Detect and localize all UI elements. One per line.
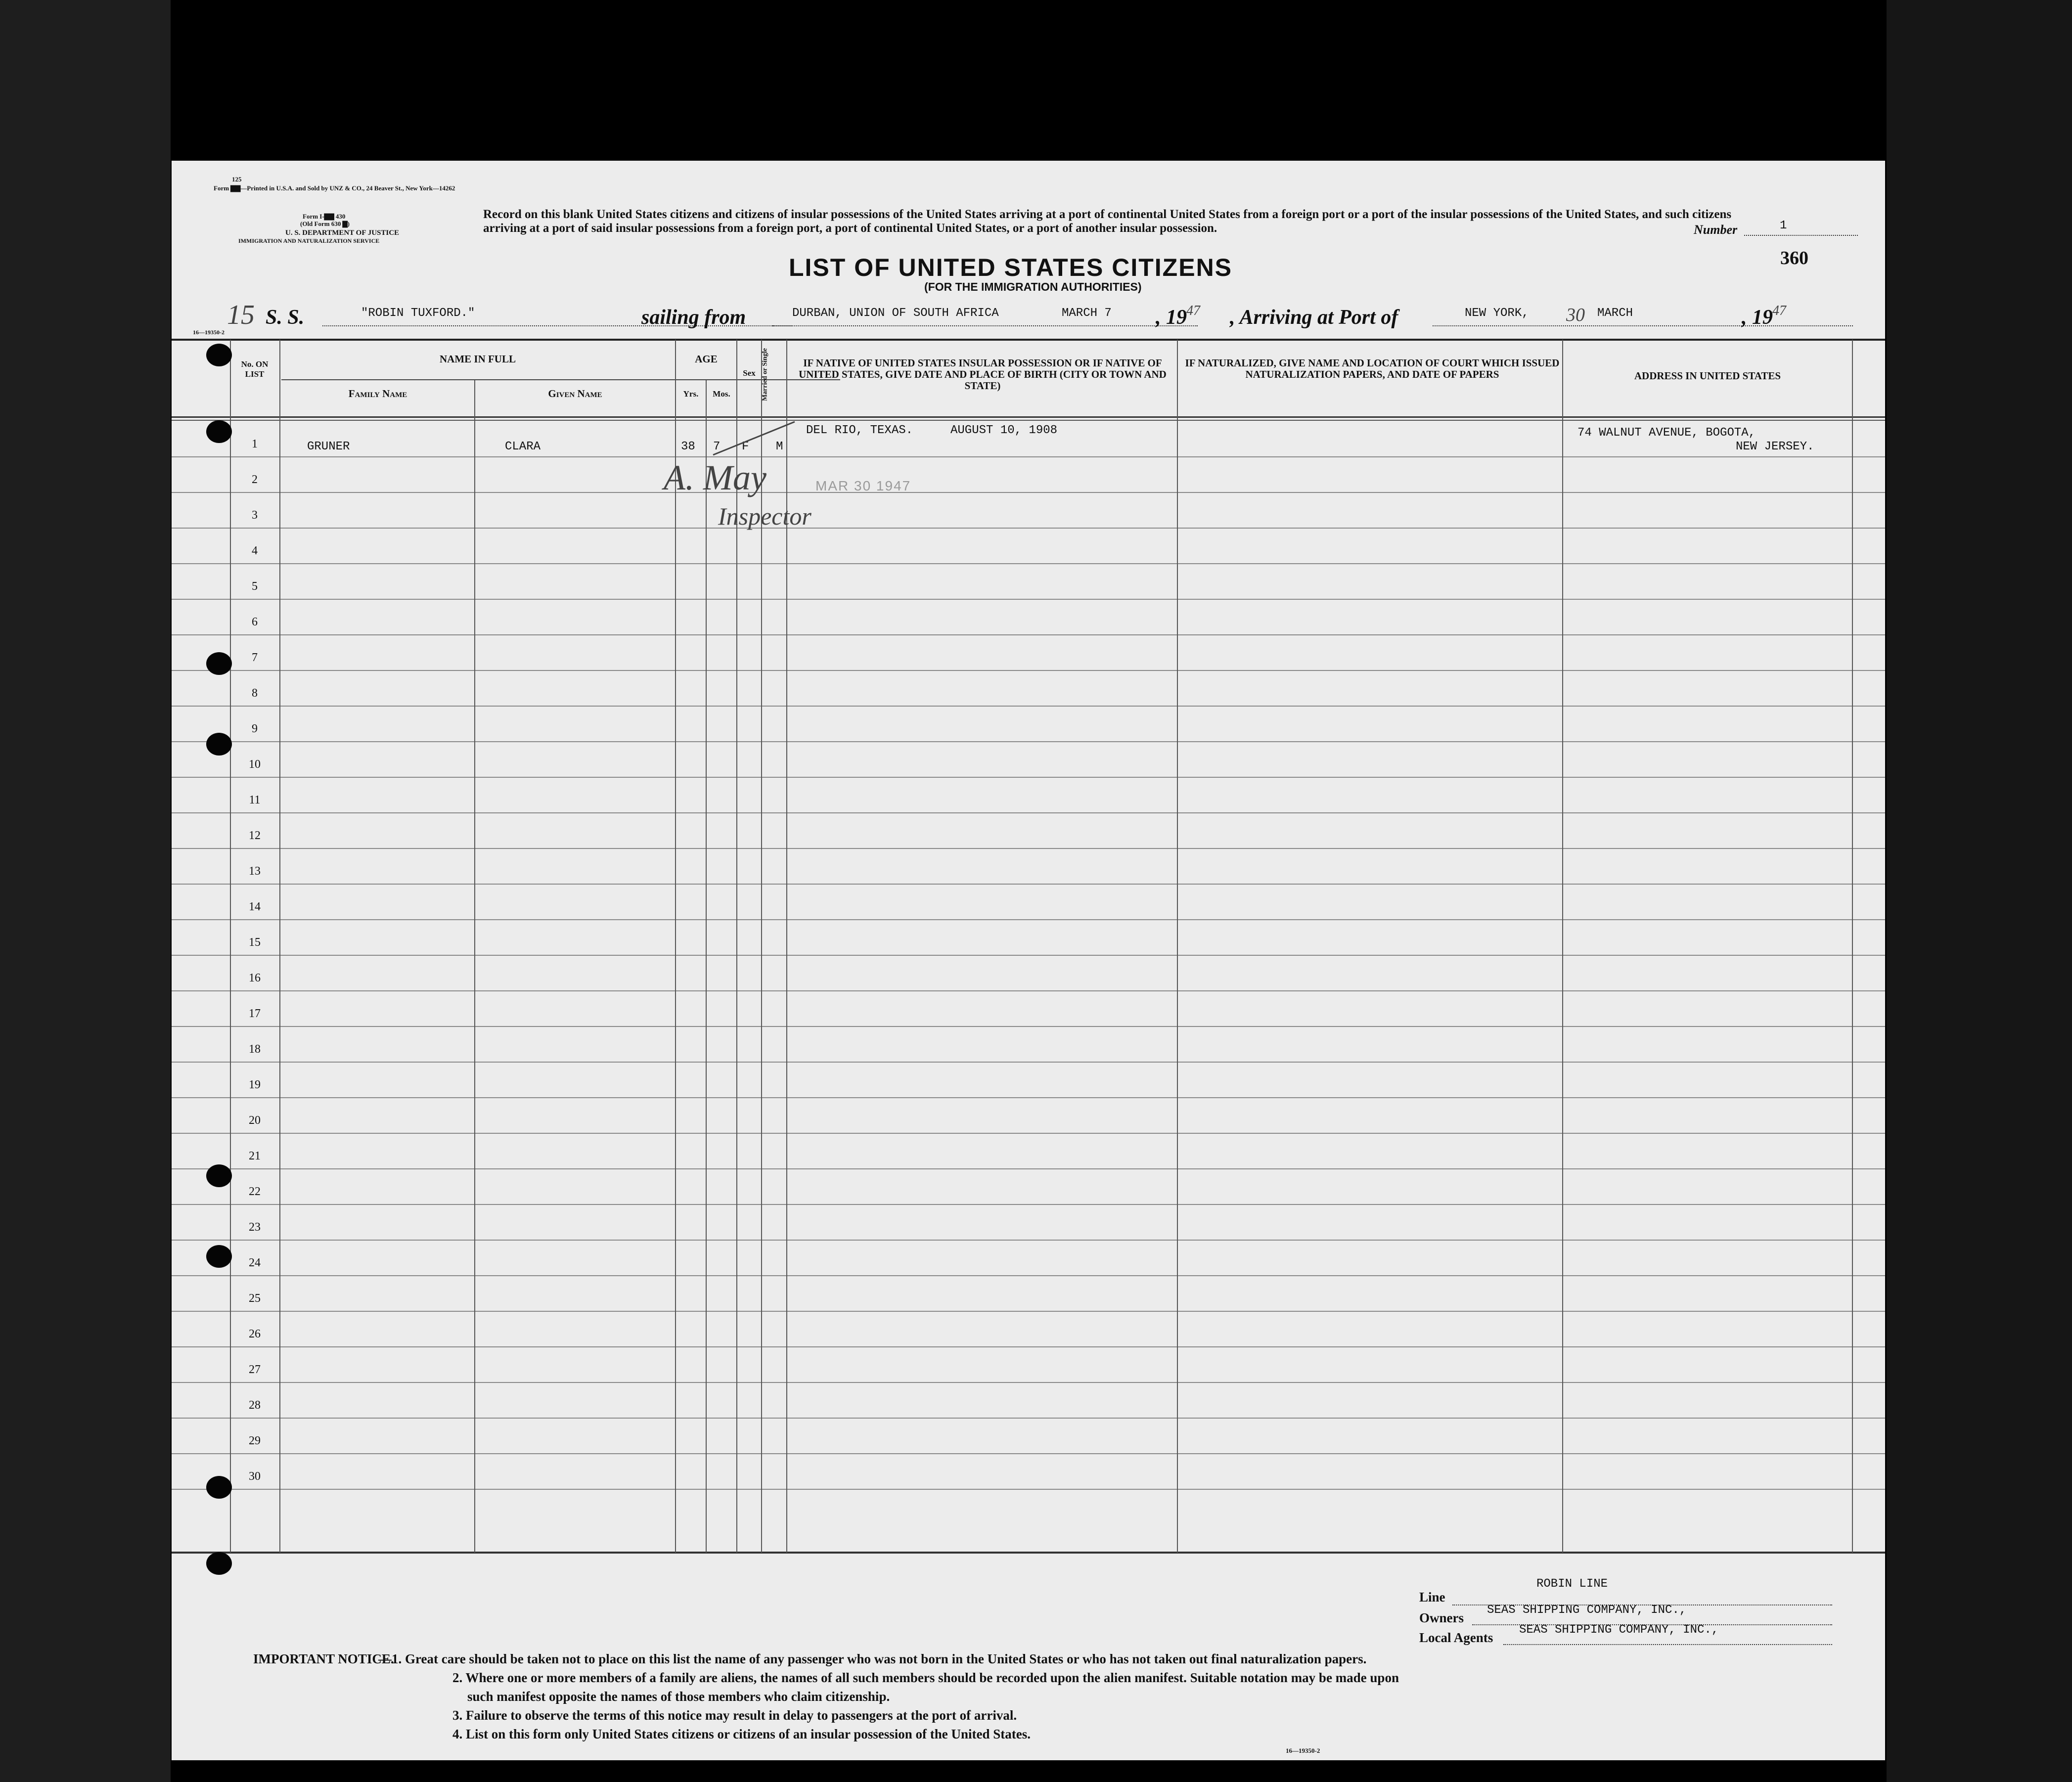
row-number: 24	[249, 1256, 261, 1269]
row-number: 16	[249, 972, 261, 984]
row-line	[172, 1168, 1885, 1169]
ship-name: "ROBIN TUXFORD."	[361, 307, 475, 320]
col-header-family-name: Family Name	[348, 388, 407, 400]
row-line	[172, 919, 1885, 920]
number-label: Number	[1694, 223, 1738, 237]
row-line	[172, 456, 1885, 457]
footer-form-code: 16—19350-2	[1286, 1747, 1320, 1754]
row-number: 10	[249, 758, 261, 771]
punch-hole	[206, 420, 232, 443]
col-header-mos: Mos.	[713, 389, 730, 399]
page-title: LIST OF UNITED STATES CITIZENS	[789, 254, 1233, 281]
row-number: 3	[252, 509, 258, 522]
row-number: 15	[249, 936, 261, 949]
row-line	[172, 1346, 1885, 1347]
notice-item-4: 4. List on this form only United States citizens or citizens of an insular possession of the United States.	[452, 1727, 1031, 1741]
row-number: 17	[249, 1007, 261, 1020]
department-name: U. S. DEPARTMENT OF JUSTICE	[285, 229, 400, 237]
row-line	[172, 706, 1885, 707]
entry-mos: 7	[713, 440, 721, 453]
col-header-address: ADDRESS IN UNITED STATES	[1634, 370, 1781, 382]
row-line	[172, 492, 1885, 493]
row-number: 18	[249, 1043, 261, 1056]
row-number: 21	[249, 1150, 261, 1162]
row-line	[172, 884, 1885, 885]
col-header-native: IF NATIVE OF UNITED STATES INSULAR POSSESSION OR IF NATIVE OF UNITED STATES, GIVE DATE AND PLACE OF BIRTH (CITY OR TOWN AND STATE)	[799, 357, 1167, 392]
row-number: 12	[249, 829, 261, 842]
row-line	[172, 1453, 1885, 1454]
punch-hole	[206, 344, 232, 366]
row-line	[172, 777, 1885, 778]
row-number: 13	[249, 865, 261, 878]
row-line	[172, 812, 1885, 813]
col-header-name-in-full: NAME IN FULL	[439, 353, 516, 365]
row-line	[172, 1062, 1885, 1063]
line-value: ROBIN LINE	[1536, 1577, 1608, 1591]
row-line	[172, 848, 1885, 849]
arriving-year-prefix: , 19	[1742, 306, 1773, 329]
row-number: 19	[249, 1078, 261, 1091]
scan-left-margin	[0, 0, 171, 1782]
sailing-from: DURBAN, UNION OF SOUTH AFRICA	[792, 307, 999, 320]
col-header-naturalized: IF NATURALIZED, GIVE NAME AND LOCATION OF COURT WHICH ISSUED NATURALIZATION PAPERS, AND DATE OF PAPERS	[1185, 357, 1560, 380]
arriving-label: , Arriving at Port of	[1230, 306, 1398, 329]
col-divider-address	[1562, 340, 1563, 1553]
instructions-text: Record on this blank United States citizens and citizens of insular possessions of the United States arriving at a port of continental United States from a foreign port or a port of the insular possessions of the United States, and such citizens arriving at a port of said insular possessions from a foreign port, a port of continental United States, or a port of another insular possession.	[483, 208, 1732, 235]
notice-title: IMPORTANT NOTICE.	[253, 1651, 394, 1666]
entry-birth-date: AUGUST 10, 1908	[950, 424, 1058, 437]
table-header-border-2	[172, 420, 1885, 421]
col-divider-no	[230, 340, 231, 1553]
notice-item-2-cont: such manifest opposite the names of those members who claim citizenship.	[467, 1689, 890, 1704]
entry-address-line1: 74 WALNUT AVENUE, BOGOTA,	[1577, 426, 1756, 440]
row-number: 1	[252, 438, 258, 450]
col-header-sex: Sex	[743, 368, 756, 378]
sailing-date: MARCH 7	[1062, 307, 1112, 320]
row-number: 28	[249, 1399, 261, 1412]
arriving-year: 47	[1772, 303, 1786, 318]
col-header-married: Married or Single	[761, 348, 769, 401]
row-line	[172, 1026, 1885, 1027]
punch-hole	[206, 1245, 232, 1268]
col-divider-family	[279, 340, 280, 1553]
row-line	[172, 1382, 1885, 1383]
col-header-age: AGE	[695, 353, 718, 365]
agents-value: SEAS SHIPPING COMPANY, INC.,	[1519, 1623, 1719, 1637]
check-mark-stroke	[711, 418, 800, 457]
punch-hole	[206, 1552, 232, 1575]
inspector-signature: A. May	[664, 458, 766, 497]
punch-hole	[206, 652, 232, 675]
inspector-title: Inspector	[718, 502, 811, 530]
sailing-underline	[772, 325, 1198, 326]
form-printer-line: Form ▇▇—Printed in U.S.A. and Sold by UNZ & CO., 24 Beaver St., New York—14262	[214, 184, 455, 192]
row-number: 23	[249, 1221, 261, 1234]
row-line	[172, 1418, 1885, 1419]
col-divider-mos	[706, 380, 707, 1553]
row-line	[172, 1240, 1885, 1241]
row-line	[172, 563, 1885, 564]
col-divider-naturalized	[1177, 340, 1178, 1553]
old-form-id: (Old Form 630 ▇)	[300, 220, 350, 227]
entry-family-name: GRUNER	[307, 440, 350, 453]
row-number: 2	[252, 473, 258, 486]
row-line	[172, 528, 1885, 529]
row-line	[172, 1204, 1885, 1205]
arriving-underline	[1433, 325, 1853, 326]
row-number: 20	[249, 1114, 261, 1127]
date-stamp: MAR 30 1947	[815, 478, 911, 493]
row-line	[172, 1275, 1885, 1276]
notice-item-3: 3. Failure to observe the terms of this notice may result in delay to passengers at the port of arrival.	[452, 1708, 1017, 1723]
row-number: 6	[252, 616, 258, 628]
ship-prefix: S. S.	[266, 306, 305, 329]
sailing-label: sailing from	[641, 306, 746, 329]
number-value: 1	[1780, 219, 1787, 232]
name-subheader-line	[281, 379, 840, 380]
service-name: IMMIGRATION AND NATURALIZATION SERVICE	[238, 237, 380, 244]
col-divider-right	[1852, 340, 1853, 1553]
row-line	[172, 955, 1885, 956]
margin-code: 16—19350-2	[193, 329, 225, 336]
col-divider-given	[474, 380, 475, 1553]
form-id: Form I-▇▇ 430	[303, 213, 346, 220]
table-top-border	[172, 339, 1885, 341]
row-line	[172, 1133, 1885, 1134]
row-number: 22	[249, 1185, 261, 1198]
row-number: 30	[249, 1470, 261, 1483]
agents-label: Local Agents	[1419, 1630, 1493, 1645]
handwritten-mark: 15	[227, 300, 255, 330]
entry-given-name: CLARA	[505, 440, 541, 453]
row-line	[172, 990, 1885, 991]
owners-label: Owners	[1419, 1610, 1464, 1625]
table-header-border	[172, 416, 1885, 418]
page-subtitle: (FOR THE IMMIGRATION AUTHORITIES)	[924, 280, 1142, 293]
arriving-port: NEW YORK,	[1465, 307, 1529, 320]
row-number: 25	[249, 1292, 261, 1305]
row-line	[172, 670, 1885, 671]
notice-item-1: —1. Great care should be taken not to place on this list the name of any passenger who was not born in the United States or who has not taken out final naturalization papers.	[378, 1651, 1367, 1666]
row-line	[172, 599, 1885, 600]
row-number: 9	[252, 722, 258, 735]
row-line	[172, 1489, 1885, 1490]
row-number: 11	[249, 794, 261, 806]
entry-address-line2: NEW JERSEY.	[1736, 440, 1814, 453]
row-line	[172, 1097, 1885, 1098]
row-line	[172, 1311, 1885, 1312]
owners-value: SEAS SHIPPING COMPANY, INC.,	[1487, 1604, 1687, 1617]
line-label: Line	[1419, 1590, 1445, 1604]
row-number: 26	[249, 1328, 261, 1340]
punch-hole	[206, 1164, 232, 1187]
row-number: 7	[252, 651, 258, 664]
number-underline	[1744, 235, 1858, 236]
row-number: 8	[252, 687, 258, 700]
col-divider-age	[675, 340, 676, 1553]
col-header-given-name: Given Name	[548, 388, 602, 400]
punch-hole	[206, 1476, 232, 1499]
scan-right-margin	[1887, 0, 2072, 1782]
row-number: 14	[249, 900, 261, 913]
entry-sex: F	[742, 440, 749, 453]
entry-birth-place: DEL RIO, TEXAS.	[806, 424, 913, 437]
punch-hole	[206, 733, 232, 756]
row-line	[172, 634, 1885, 635]
notice-item-2: 2. Where one or more members of a family are aliens, the names of all such members should be recorded upon the alien manifest. Suitable notation may be made upon	[452, 1670, 1399, 1685]
row-number: 27	[249, 1363, 261, 1376]
arriving-month: MARCH	[1597, 307, 1633, 320]
table-bottom-border	[172, 1552, 1885, 1554]
row-number: 5	[252, 580, 258, 593]
agents-underline	[1503, 1644, 1832, 1645]
entry-married: M	[776, 440, 783, 453]
row-line	[172, 741, 1885, 742]
sailing-year-prefix: , 19	[1156, 306, 1187, 329]
manifest-page	[172, 161, 1885, 1760]
row-number: 29	[249, 1434, 261, 1447]
col-header-no: No. ON LIST	[241, 359, 269, 379]
arriving-day: 30	[1566, 305, 1585, 325]
sailing-year: 47	[1186, 303, 1200, 318]
page-number: 360	[1780, 248, 1808, 268]
row-number: 4	[252, 544, 258, 557]
form-number-top: 125	[232, 176, 242, 183]
entry-yrs: 38	[681, 440, 695, 453]
col-header-yrs: Yrs.	[683, 389, 699, 399]
